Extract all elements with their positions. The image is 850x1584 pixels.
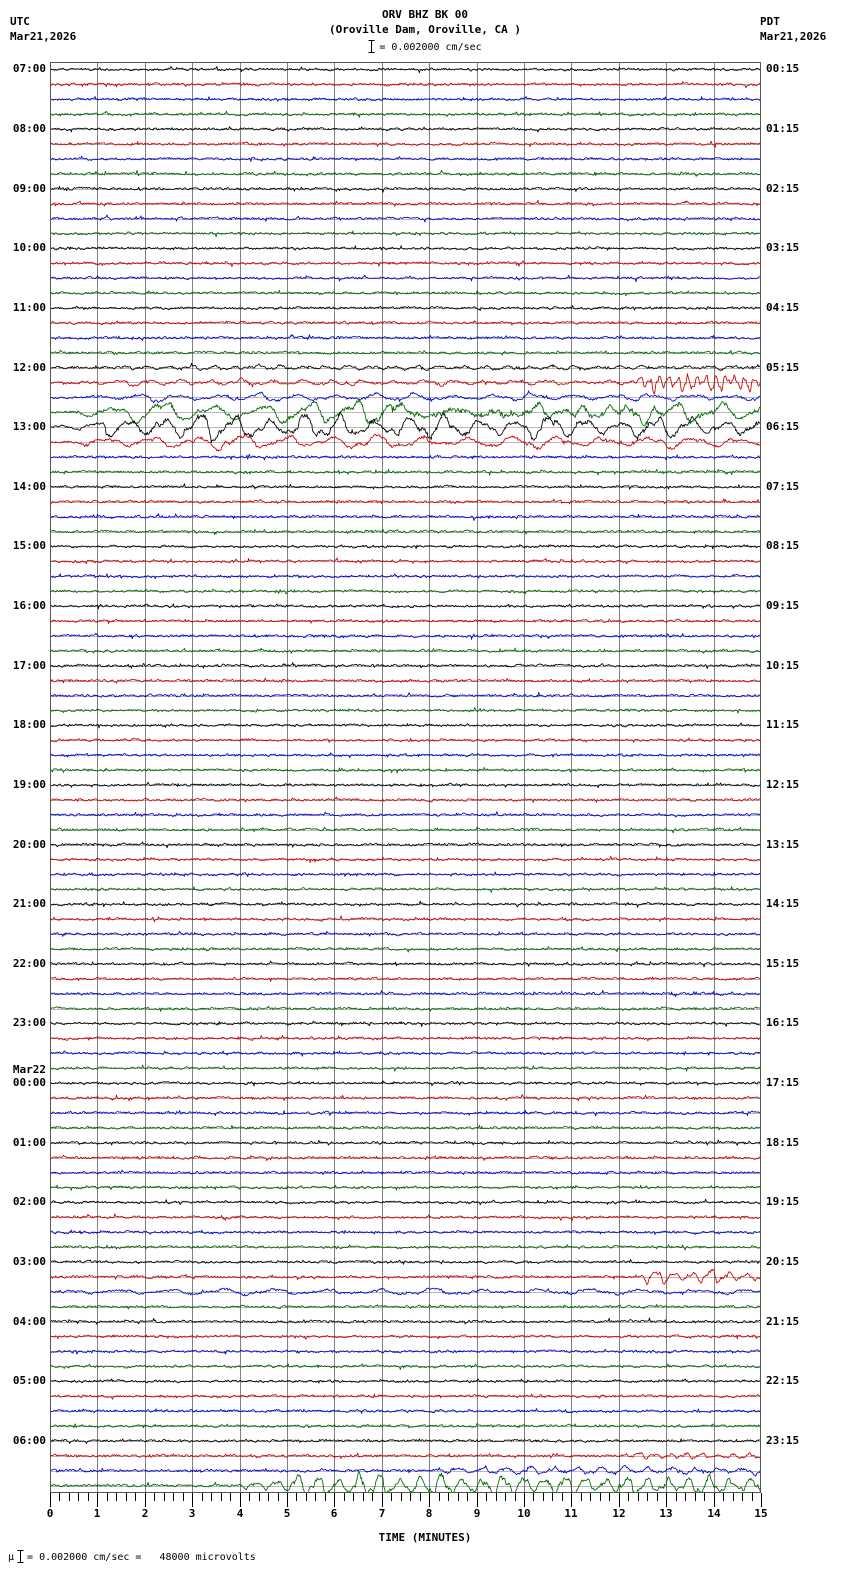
x-tick-minor: [211, 1493, 212, 1501]
utc-label-0400: 04:00: [12, 1314, 46, 1328]
x-tick-minor: [752, 1493, 753, 1501]
pdt-label-2215: 22:15: [766, 1374, 800, 1388]
x-tick-minor: [164, 1493, 165, 1501]
x-tick-minor: [486, 1493, 487, 1501]
pdt-label-1415: 14:15: [766, 897, 800, 911]
station-title: ORV BHZ BK 00: [381, 8, 469, 21]
x-tick-minor: [552, 1493, 553, 1501]
x-tick-label-9: 9: [473, 1507, 481, 1520]
x-tick-label-4: 4: [236, 1507, 244, 1520]
pdt-label-2115: 21:15: [766, 1314, 800, 1328]
pdt-label-0615: 06:15: [766, 420, 800, 434]
x-tick-major: [619, 1493, 620, 1507]
x-tick-minor: [107, 1493, 108, 1501]
x-tick-minor: [173, 1493, 174, 1501]
pdt-date-label: Mar21,2026: [760, 30, 827, 43]
x-tick-minor: [59, 1493, 60, 1501]
x-tick-minor: [496, 1493, 497, 1501]
x-tick-major: [334, 1493, 335, 1507]
x-tick-minor: [647, 1493, 648, 1501]
x-tick-minor: [183, 1493, 184, 1501]
pdt-label-1115: 11:15: [766, 718, 800, 732]
pdt-label-0215: 02:15: [766, 181, 800, 195]
pdt-label-0515: 05:15: [766, 360, 800, 374]
x-tick-major: [429, 1493, 430, 1507]
x-tick-minor: [420, 1493, 421, 1501]
x-tick-minor: [733, 1493, 734, 1501]
x-tick-minor: [88, 1493, 89, 1501]
pdt-label-0915: 09:15: [766, 599, 800, 613]
x-tick-minor: [467, 1493, 468, 1501]
x-tick-minor: [704, 1493, 705, 1501]
x-tick-minor: [723, 1493, 724, 1501]
utc-label-2000: 20:00: [12, 837, 46, 851]
x-tick-minor: [135, 1493, 136, 1501]
x-tick-minor: [609, 1493, 610, 1501]
scale-bar-icon: [368, 40, 375, 58]
pdt-header: [760, 14, 826, 44]
utc-label-1900: 19:00: [12, 777, 46, 791]
x-tick-minor: [325, 1493, 326, 1501]
x-tick-major: [287, 1493, 288, 1507]
x-tick-minor: [676, 1493, 677, 1501]
x-tick-minor: [249, 1493, 250, 1501]
pdt-label-1015: 10:15: [766, 658, 800, 672]
utc-label-0000: 00:00: [12, 1076, 46, 1090]
footer-scale-text: = 0.002000 cm/sec = 48000 microvolts: [27, 1552, 256, 1563]
x-tick-label-2: 2: [141, 1507, 149, 1520]
x-tick-label-10: 10: [517, 1507, 531, 1520]
utc-label-2200: 22:00: [12, 956, 46, 970]
x-tick-minor: [695, 1493, 696, 1501]
utc-label-0300: 03:00: [12, 1254, 46, 1268]
x-tick-label-13: 13: [659, 1507, 673, 1520]
pdt-label-2315: 23:15: [766, 1433, 800, 1447]
x-tick-major: [666, 1493, 667, 1507]
x-tick-minor: [126, 1493, 127, 1501]
pdt-label-0115: 01:15: [766, 122, 800, 136]
x-tick-minor: [581, 1493, 582, 1501]
x-tick-minor: [543, 1493, 544, 1501]
utc-label-0200: 02:00: [12, 1195, 46, 1209]
utc-label-1200: 12:00: [12, 360, 46, 374]
pdt-label-1515: 15:15: [766, 956, 800, 970]
scale-legend-text: = 0.002000 cm/sec: [379, 42, 482, 53]
x-tick-minor: [590, 1493, 591, 1501]
x-tick-minor: [69, 1493, 70, 1501]
x-tick-minor: [515, 1493, 516, 1501]
utc-label-0900: 09:00: [12, 181, 46, 195]
x-tick-major: [714, 1493, 715, 1507]
x-tick-minor: [202, 1493, 203, 1501]
utc-label-1300: 13:00: [12, 420, 46, 434]
x-tick-minor: [685, 1493, 686, 1501]
station-location: (Oroville Dam, Oroville, CA ): [328, 23, 522, 36]
x-tick-label-15: 15: [754, 1507, 768, 1520]
utc-label-0600: 06:00: [12, 1433, 46, 1447]
utc-label-1100: 11:00: [12, 300, 46, 314]
x-tick-major: [145, 1493, 146, 1507]
x-tick-major: [97, 1493, 98, 1507]
x-tick-minor: [296, 1493, 297, 1501]
pdt-label-1315: 13:15: [766, 837, 800, 851]
utc-label-Mar22: Mar22: [12, 1063, 46, 1077]
utc-label-1600: 16:00: [12, 599, 46, 613]
x-tick-minor: [638, 1493, 639, 1501]
pdt-label-1815: 18:15: [766, 1135, 800, 1149]
x-tick-minor: [353, 1493, 354, 1501]
utc-label-1000: 10:00: [12, 241, 46, 255]
x-tick-label-11: 11: [564, 1507, 578, 1520]
x-tick-minor: [154, 1493, 155, 1501]
x-tick-major: [571, 1493, 572, 1507]
x-tick-minor: [562, 1493, 563, 1501]
x-tick-label-1: 1: [93, 1507, 101, 1520]
x-tick-minor: [372, 1493, 373, 1501]
x-tick-label-3: 3: [188, 1507, 196, 1520]
x-tick-minor: [628, 1493, 629, 1501]
pdt-label-1915: 19:15: [766, 1195, 800, 1209]
pdt-label-0715: 07:15: [766, 479, 800, 493]
utc-label-0800: 08:00: [12, 122, 46, 136]
x-tick-minor: [363, 1493, 364, 1501]
pdt-label-0415: 04:15: [766, 300, 800, 314]
x-tick-minor: [116, 1493, 117, 1501]
x-tick-minor: [410, 1493, 411, 1501]
x-tick-label-12: 12: [612, 1507, 626, 1520]
x-tick-minor: [600, 1493, 601, 1501]
x-tick-label-6: 6: [330, 1507, 338, 1520]
x-tick-major: [50, 1493, 51, 1507]
x-tick-label-8: 8: [425, 1507, 433, 1520]
x-tick-minor: [268, 1493, 269, 1501]
x-tick-minor: [439, 1493, 440, 1501]
x-tick-minor: [505, 1493, 506, 1501]
utc-label-2300: 23:00: [12, 1016, 46, 1030]
x-tick-minor: [315, 1493, 316, 1501]
x-tick-label-14: 14: [707, 1507, 721, 1520]
x-tick-minor: [230, 1493, 231, 1501]
x-tick-minor: [657, 1493, 658, 1501]
footer-mu-glyph: μ: [8, 1552, 15, 1563]
pdt-label-1215: 12:15: [766, 777, 800, 791]
x-tick-label-5: 5: [283, 1507, 291, 1520]
pdt-timezone-label: PDT: [760, 15, 780, 28]
x-tick-minor: [278, 1493, 279, 1501]
seismogram-plot[interactable]: [50, 62, 761, 1493]
pdt-label-1615: 16:15: [766, 1016, 800, 1030]
x-tick-major: [192, 1493, 193, 1507]
x-tick-minor: [458, 1493, 459, 1501]
pdt-label-1715: 17:15: [766, 1076, 800, 1090]
utc-label-1400: 14:00: [12, 479, 46, 493]
x-tick-minor: [448, 1493, 449, 1501]
utc-date-label: Mar21,2026: [10, 30, 77, 43]
x-tick-minor: [391, 1493, 392, 1501]
x-tick-major: [382, 1493, 383, 1507]
chart-title-block: [0, 7, 850, 37]
x-tick-label-0: 0: [46, 1507, 54, 1520]
x-axis-title: TIME (MINUTES): [378, 1531, 472, 1544]
footer-scale-bar-icon: [17, 1550, 24, 1568]
utc-timezone-label: UTC: [10, 15, 30, 28]
x-tick-major: [240, 1493, 241, 1507]
x-tick-major: [761, 1493, 762, 1507]
x-axis: [46, 1493, 768, 1527]
seismogram-canvas: [50, 62, 761, 1493]
x-tick-minor: [259, 1493, 260, 1501]
footer-scale-note: [8, 1550, 256, 1568]
utc-label-1500: 15:00: [12, 539, 46, 553]
x-tick-minor: [401, 1493, 402, 1501]
utc-label-1700: 17:00: [12, 658, 46, 672]
x-tick-minor: [742, 1493, 743, 1501]
utc-label-0700: 07:00: [12, 62, 46, 76]
x-tick-minor: [78, 1493, 79, 1501]
x-tick-minor: [306, 1493, 307, 1501]
utc-label-0500: 05:00: [12, 1374, 46, 1388]
utc-label-0100: 01:00: [12, 1135, 46, 1149]
pdt-label-0315: 03:15: [766, 241, 800, 255]
pdt-label-2015: 20:15: [766, 1254, 800, 1268]
x-tick-minor: [221, 1493, 222, 1501]
x-tick-major: [477, 1493, 478, 1507]
pdt-label-0015: 00:15: [766, 62, 800, 76]
x-tick-minor: [344, 1493, 345, 1501]
pdt-label-0815: 08:15: [766, 539, 800, 553]
x-tick-label-7: 7: [378, 1507, 386, 1520]
utc-label-1800: 18:00: [12, 718, 46, 732]
x-tick-minor: [533, 1493, 534, 1501]
x-tick-major: [524, 1493, 525, 1507]
scale-legend: [0, 40, 850, 58]
utc-label-2100: 21:00: [12, 897, 46, 911]
